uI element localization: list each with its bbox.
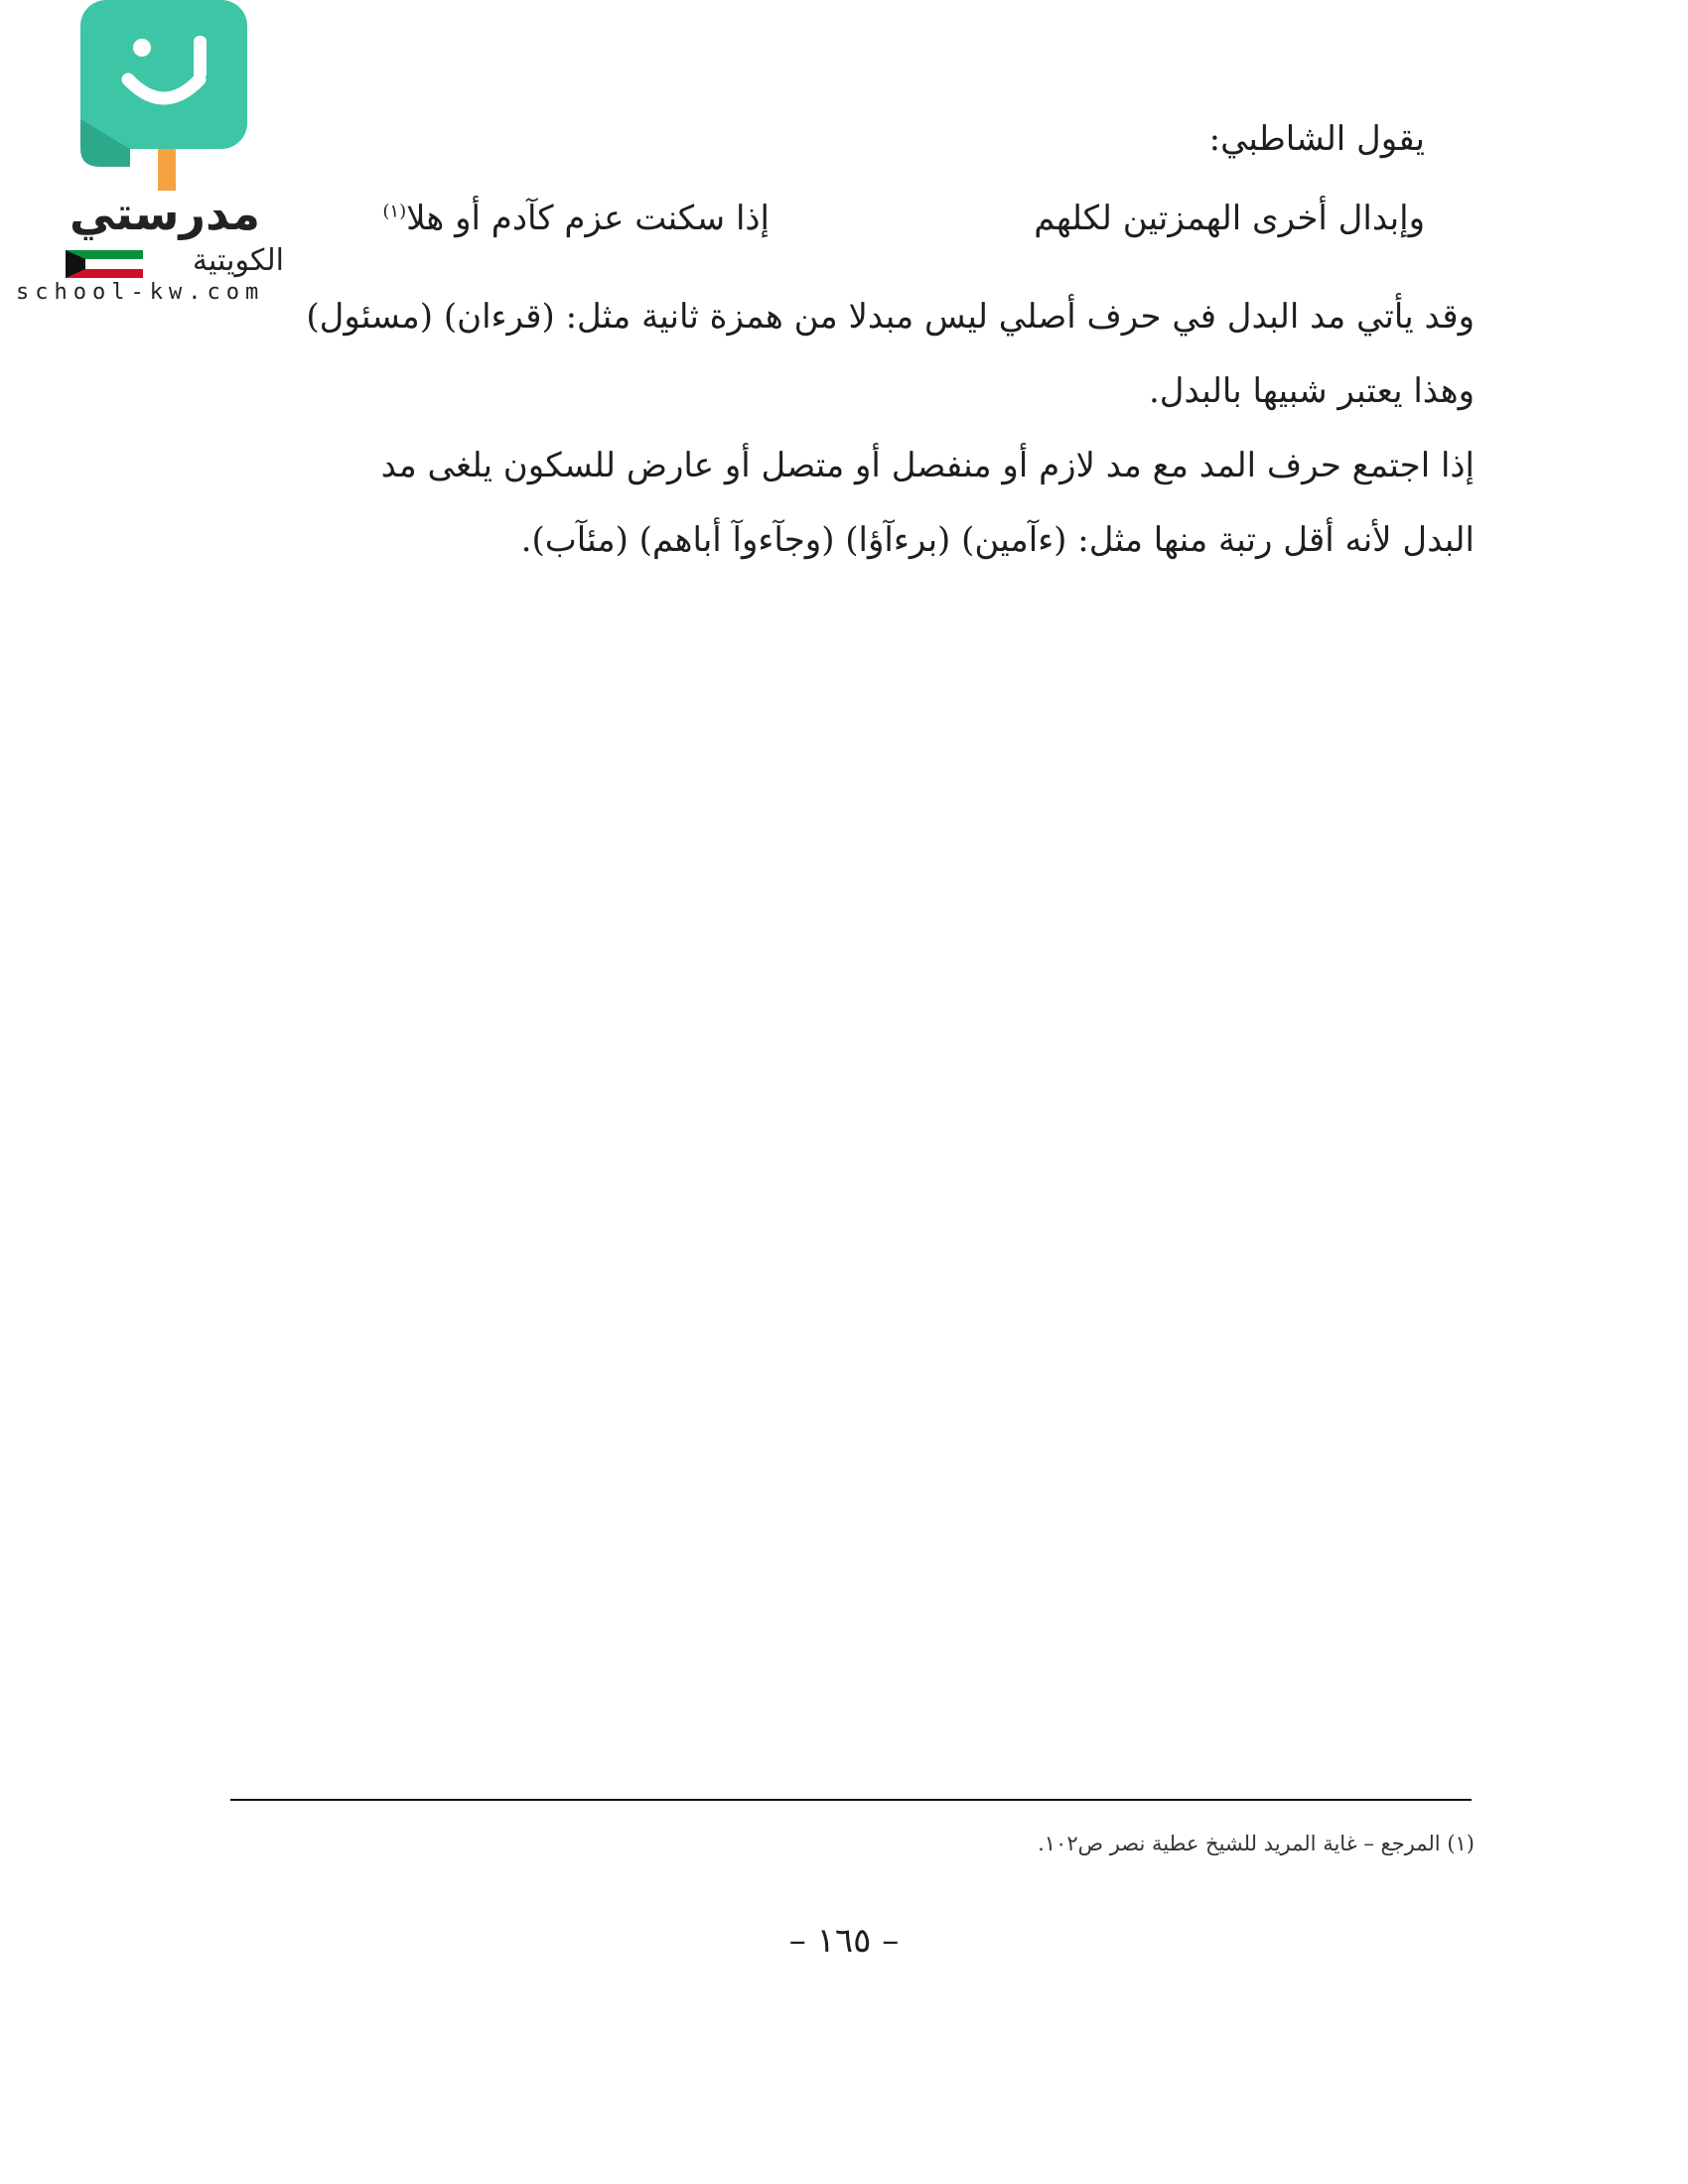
poem-verse bbox=[382, 199, 1425, 238]
verse-second-hemistich: إذا سكنت عزم كآدم أو هلا bbox=[406, 199, 770, 238]
paragraph-two-line-2: البدل لأنه أقل رتبة منها مثل: (ءآمين) (برءآؤا) (وجآءوآ أباهم) (مئآب). bbox=[520, 520, 1475, 560]
page-number: – ١٦٥ – bbox=[788, 1921, 900, 1961]
logo-name: مدرستي bbox=[69, 187, 261, 240]
book-smile-logo-icon bbox=[70, 0, 259, 194]
footnote-marker: (١) bbox=[382, 201, 407, 222]
paragraph-one-line-2: وهذا يعتبر شبيها بالبدل. bbox=[1148, 371, 1475, 411]
verse-first-hemistich: وإبدال أخرى الهمزتين لكلهم bbox=[1034, 199, 1425, 238]
paragraph-two bbox=[204, 429, 1475, 578]
logo-subtitle: الكويتية bbox=[192, 243, 284, 278]
intro-line: يقول الشاطبي: bbox=[1208, 119, 1425, 159]
logo-url[interactable]: school-kw.com bbox=[16, 280, 265, 305]
paragraph-two-line-1: إذا اجتمع حرف المد مع مد لازم أو منفصل أو متصل أو عارض للسكون يلغى مد bbox=[380, 446, 1475, 485]
kuwait-flag-icon bbox=[66, 250, 143, 278]
footnote-text: (١) المرجع – غاية المريد للشيخ عطية نصر ص١٠٢. bbox=[1038, 1832, 1475, 1855]
paragraph-one bbox=[204, 280, 1475, 429]
paragraph-one-line-1: وقد يأتي مد البدل في حرف أصلي ليس مبدلا من همزة ثانية مثل: (قرءان) (مسئول) bbox=[306, 297, 1475, 337]
footnote-divider bbox=[230, 1799, 1472, 1801]
